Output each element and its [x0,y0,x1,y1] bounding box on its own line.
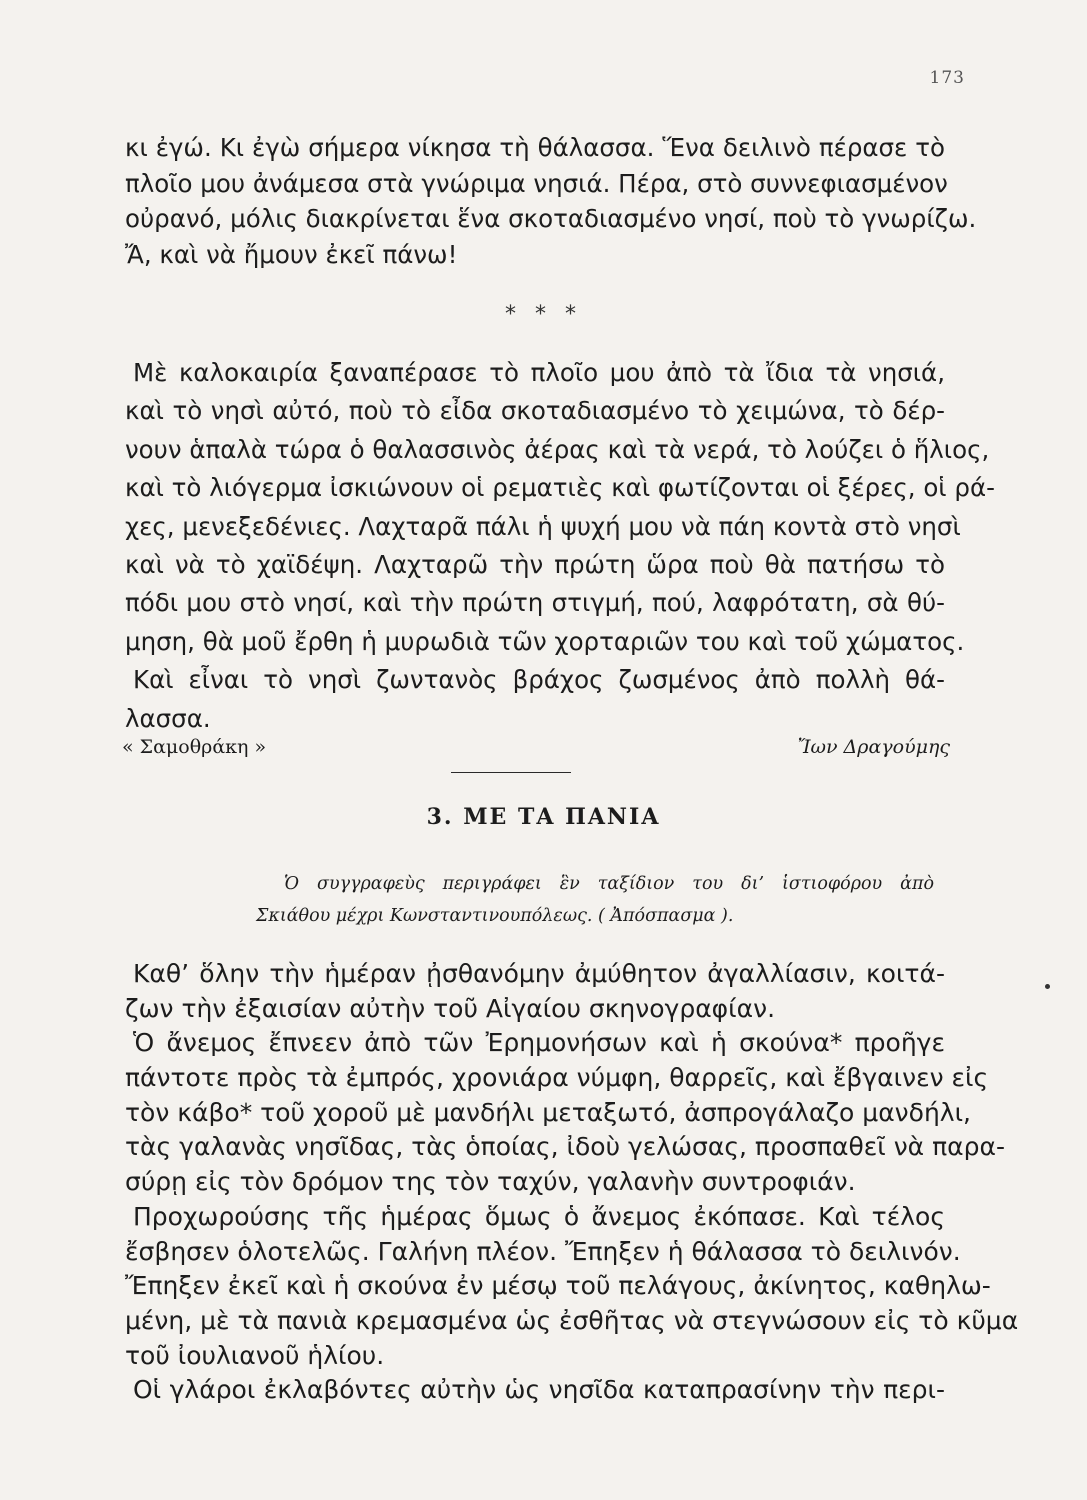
text-line: Οἱ γλάροι ἐκλαβόντες αὐτὴν ὡς νησῖδα καταπρασίνην τὴν περι- [133,1375,945,1405]
text-line: μηση, θὰ μοῦ ἔρθη ἡ μυρωδιὰ τῶν χορταριῶν του καὶ τοῦ χώματος. [125,626,965,656]
text-line: πόδι μου στὸ νησί, καὶ τὴν πρώτη στιγμή, πού, λαφρότατη, σὰ θύ- [125,588,945,618]
text-line: κι ἐγώ. Κι ἐγὼ σήμερα νίκησα τὴ θάλασσα. Ἕνα δειλινὸ πέρασε τὸ [125,133,945,162]
margin-dot [1045,984,1050,989]
paragraph-with-sails [125,957,1019,1408]
page-number: 173 [929,68,965,88]
text-line: τὸν κάβο* τοῦ χοροῦ μὲ μανδήλι μεταξωτό, ἀσπρογάλαζο μανδήλι, [125,1097,971,1127]
asterism-divider: * * * [505,302,582,327]
paragraph-samothraki-end [125,130,977,272]
text-line: πλοῖο μου ἀνάμεσα στὰ γνώριμα νησιά. Πέρα, στὸ συννεφιασμένον [125,168,948,198]
text-line: ζων τὴν ἐξαισίαν αὐτὴν τοῦ Αἰγαίου σκηνογραφίαν. [125,993,776,1023]
section-intro [256,868,934,932]
text-line: Ἔπηξεν ἐκεῖ καὶ ἡ σκούνα ἐν μέσῳ τοῦ πελάγους, ἀκίνητος, καθηλω- [125,1271,991,1301]
text-line: σύρῃ εἰς τὸν δρόμον της τὸν ταχύν, γαλανὴν συντροφιάν. [125,1167,856,1197]
text-line: μένη, μὲ τὰ πανιὰ κρεμασμένα ὡς ἐσθῆτας νὰ στεγνώσουν εἰς τὸ κῦμα [125,1305,1019,1335]
text-line: λασσα. [125,703,211,733]
section-title: 3. ΜΕ ΤΑ ΠΑΝΙΑ [426,804,661,830]
text-line: καὶ νὰ τὸ χαϊδέψη. Λαχταρῶ τὴν πρώτη ὥρα ποὺ θὰ πατήσω τὸ [125,549,945,579]
author-name: Ἴων Δραγούμης [797,736,950,758]
section-divider-rule [451,772,571,773]
text-line: Προχωρούσης τῆς ἡμέρας ὅμως ὁ ἄνεμος ἐκόπασε. Καὶ τέλος [133,1201,945,1231]
text-line: νουν ἁπαλὰ τώρα ὁ θαλασσινὸς ἀέρας καὶ τὰ νερά, τὸ λούζει ὁ ἥλιος, [125,434,990,464]
text-line: Ἄ, καὶ νὰ ἤμουν ἐκεῖ πάνω! [125,239,458,269]
source-title: « Σαμοθράκη » [122,736,267,758]
text-line: Μὲ καλοκαιρία ξαναπέρασε τὸ πλοῖο μου ἀπὸ τὰ ἴδια τὰ νησιά, [133,358,945,387]
text-line: τοῦ ἰουλιανοῦ ἡλίου. [125,1340,385,1370]
text-line: οὐρανό, μόλις διακρίνεται ἕνα σκοταδιασμένο νησί, ποὺ τὸ γνωρίζω. [125,204,977,233]
text-line: ἔσβησεν ὁλοτελῶς. Γαλήνη πλέον. Ἔπηξεν ἡ θάλασσα τὸ δειλινόν. [125,1236,961,1266]
intro-line: Σκιάθου μέχρι Κωνσταντινουπόλεως. ( Ἀπόσπασμα ). [256,906,734,926]
text-line: χες, μενεξεδένιες. Λαχταρᾶ πάλι ἡ ψυχή μου νὰ πάη κοντὰ στὸ νησὶ [125,511,961,541]
text-line: Ὁ ἄνεμος ἔπνεεν ἀπὸ τῶν Ἐρημονήσων καὶ ἡ σκούνα* προῆγε [133,1028,945,1058]
text-line: πάντοτε πρὸς τὰ ἐμπρός, χρονιάρα νύμφη, θαρρεῖς, καὶ ἔβγαινεν εἰς [125,1063,989,1093]
text-line: Καθ’ ὅλην τὴν ἡμέραν ᾐσθανόμην ἀμύθητον ἀγαλλίασιν, κοιτά- [133,959,945,988]
intro-line: Ὁ συγγραφεὺς περιγράφει ἓν ταξίδιον του δι’ ἱστιοφόρου ἀπὸ [284,874,934,894]
text-line: Καὶ εἶναι τὸ νησὶ ζωντανὸς βράχος ζωσμένος ἀπὸ πολλὴ θά- [133,665,945,695]
text-line: καὶ τὸ λιόγερμα ἰσκιώνουν οἱ ρεματιὲς καὶ φωτίζονται οἱ ξέρες, οἱ ρά- [125,473,995,503]
text-line: τὰς γαλανὰς νησῖδας, τὰς ὁποίας, ἰδοὺ γελώσας, προσπαθεῖ νὰ παρα- [125,1132,1006,1162]
paragraph-summer-island [125,354,995,738]
text-line: καὶ τὸ νησὶ αὐτό, ποὺ τὸ εἶδα σκοταδιασμένο τὸ χειμώνα, τὸ δέρ- [125,396,945,426]
